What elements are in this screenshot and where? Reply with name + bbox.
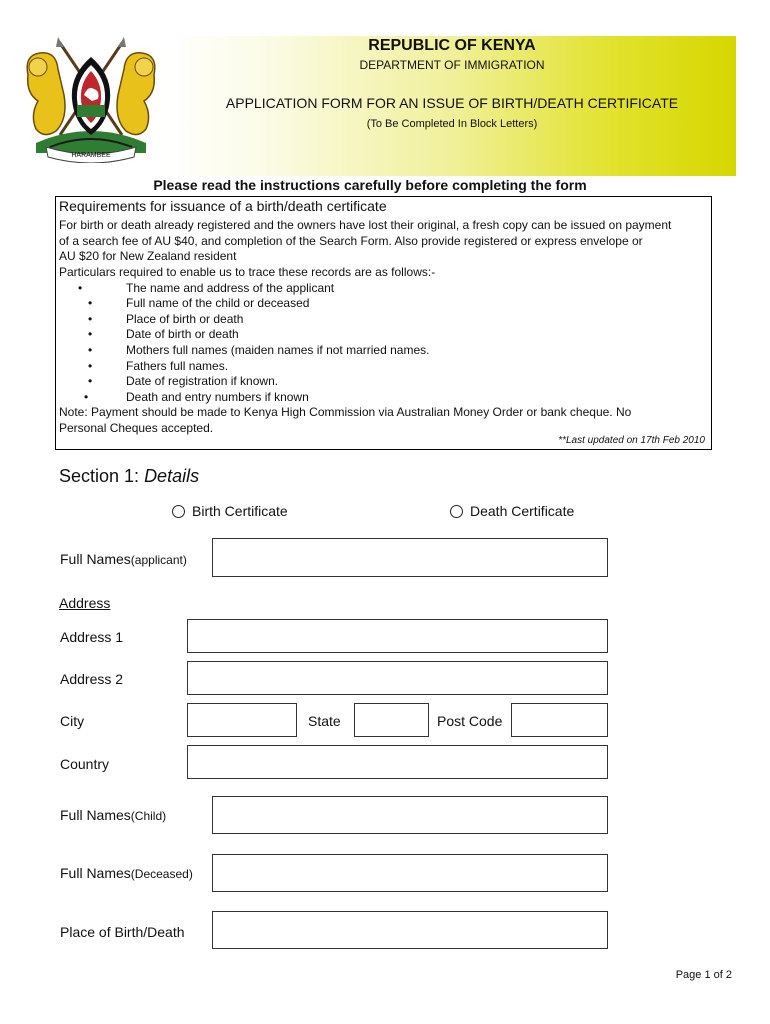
state-label: State: [308, 713, 341, 729]
postcode-field[interactable]: [511, 703, 608, 737]
address1-label: Address 1: [60, 629, 124, 645]
form-subtitle: (To Be Completed In Block Letters): [366, 118, 538, 130]
kenya-coat-of-arms-icon: [20, 35, 162, 163]
requirements-intro-line: For birth or death already registered and the owners have lost their original, a fresh copy can be issued on payment: [59, 218, 672, 232]
state-field[interactable]: [354, 703, 429, 737]
place-label: Place of Birth/Death: [60, 924, 185, 940]
birth-certificate-option[interactable]: [172, 503, 288, 519]
requirements-intro-line: Particulars required to enable us to trace these records are as follows:-: [59, 265, 436, 279]
requirements-note-line: Personal Cheques accepted.: [59, 421, 214, 435]
child-name-field[interactable]: [212, 796, 608, 834]
city-label: City: [60, 713, 85, 729]
address1-field[interactable]: [187, 619, 608, 653]
address2-label: Address 2: [60, 671, 124, 687]
address2-field[interactable]: [187, 661, 608, 695]
child-name-label: Full Names(Child): [60, 807, 167, 823]
last-updated-note: **Last updated on 17th Feb 2010: [558, 435, 705, 446]
applicant-name-label: Full Names(applicant): [60, 551, 187, 567]
requirements-intro-line: of a search fee of AU $40, and completion of the Search Form. Also provide registered or express envelope or: [59, 234, 643, 248]
crest-motto: HARAMBEE: [71, 152, 111, 159]
department-title: DEPARTMENT OF IMMIGRATION: [359, 58, 545, 72]
death-certificate-label: Death Certificate: [470, 503, 575, 519]
form-title: APPLICATION FORM FOR AN ISSUE OF BIRTH/DEATH CERTIFICATE: [225, 95, 679, 111]
applicant-name-field[interactable]: [212, 538, 608, 577]
section-title: Section 1: Details: [59, 466, 200, 486]
country-field[interactable]: [187, 745, 608, 779]
country-label: Country: [60, 756, 110, 772]
birth-certificate-radio[interactable]: [172, 505, 185, 518]
death-certificate-option[interactable]: [450, 503, 574, 519]
birth-certificate-label: Birth Certificate: [192, 503, 288, 519]
deceased-name-label: Full Names(Deceased): [60, 865, 193, 881]
instructions-heading: Please read the instructions carefully before completing the form: [153, 177, 587, 193]
republic-title: REPUBLIC OF KENYA: [368, 37, 536, 54]
death-certificate-radio[interactable]: [450, 505, 463, 518]
requirements-note-line: Note: Payment should be made to Kenya High Commission via Australian Money Order or bank cheque. No: [59, 405, 632, 419]
page-number: Page 1 of 2: [675, 969, 732, 981]
address-heading: Address: [59, 595, 111, 611]
city-field[interactable]: [187, 703, 297, 737]
requirements-box: Requirements for issuance of a birth/death certificate For birth or death already registered and the owners have lost their original, a fresh copy can be issued on payment of a search fee of AU $40, and completion of the Search Form. Also provide registered or express envelope or AU $20 for New Zealand resident Particulars required to enable us to trace these records are as follows:- • The name and address of the applicant • Full name of the child or deceased • Place of birth or death • Date of birth or death • Mothers full names (maiden names if not married names. • Fathers full names. • Date of registration if known. • Death and entry numbers if known Note: Payment should be made to Kenya High Commission via Australian Money Order or bank cheque. No Personal Cheques accepted. **Last updated on 17th Feb 2010: [55, 196, 712, 450]
requirements-intro-line: AU $20 for New Zealand resident: [59, 249, 237, 263]
place-field[interactable]: [212, 911, 608, 949]
deceased-name-field[interactable]: [212, 854, 608, 892]
postcode-label: Post Code: [437, 713, 503, 729]
requirements-title: Requirements for issuance of a birth/death certificate: [59, 198, 387, 214]
